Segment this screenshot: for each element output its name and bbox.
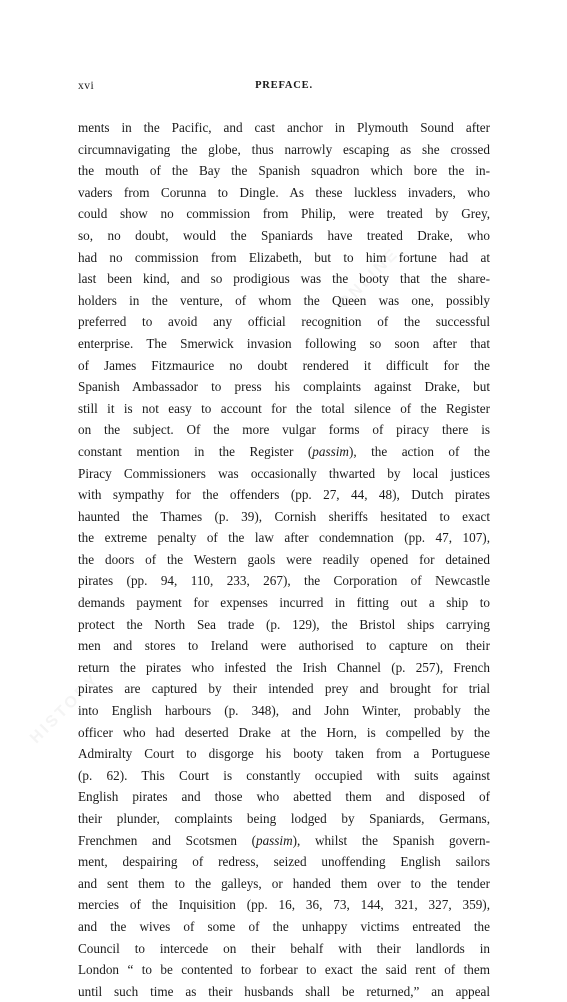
text-line: with sympathy for the offenders (pp. 27, 44, 48), Dutch pirates: [78, 487, 490, 503]
text-line: demands payment for expenses incurred in fitting out a ship to: [78, 595, 490, 611]
text-line: ment, despairing of redress, seized unoffending English sailors: [78, 854, 490, 870]
text-line: holders in the venture, of whom the Queen was one, possibly: [78, 292, 490, 308]
text-line: until such time as their husbands shall be returned,” an appeal: [78, 983, 490, 999]
text-line: return the pirates who infested the Irish Channel (p. 257), French: [78, 659, 490, 675]
body-paragraph: [78, 117, 490, 1002]
running-head: PREFACE.: [255, 80, 313, 91]
text-line: circumnavigating the globe, thus narrowly escaping as she crossed: [78, 141, 490, 157]
watermark-text: ONLINE: [335, 244, 403, 313]
watermark-text: HISTORY: [26, 670, 104, 747]
text-line: the extreme penalty of the law after condemnation (pp. 47, 107),: [78, 530, 490, 546]
text-line: protect the North Sea trade (p. 129), the Bristol ships carrying: [78, 616, 490, 632]
text-line: into English harbours (p. 348), and John Winter, probably the: [78, 703, 490, 719]
text-line: English pirates and those who abetted them and disposed of: [78, 789, 490, 805]
text-line: their plunder, complaints being lodged by Spaniards, Germans,: [78, 811, 490, 826]
text-line: pirates are captured by their intended prey and brought for trial: [78, 681, 490, 697]
text-line: last been kind, and so prodigious was the booty that the share-: [78, 271, 490, 287]
text-line: pirates (pp. 94, 110, 233, 267), the Corporation of Newcastle: [78, 573, 490, 589]
text-line: officer who had deserted Drake at the Horn, is compelled by the: [78, 724, 490, 740]
text-line: had no commission from Elizabeth, but to him fortune had at: [78, 249, 490, 265]
text-line: ments in the Pacific, and cast anchor in Plymouth Sound after: [78, 120, 490, 135]
text-line: Admiralty Court to disgorge his booty taken from a Portuguese: [78, 746, 490, 762]
text-line: haunted the Thames (p. 39), Cornish sheriffs hesitated to exact: [78, 508, 490, 524]
text-line: and sent them to the galleys, or handed them over to the tender: [78, 875, 490, 891]
text-line: men and stores to Ireland were authorised to capture on their: [78, 638, 490, 654]
text-line: could show no commission from Philip, were treated by Grey,: [78, 206, 490, 222]
text-line: preferred to avoid any official recognition of the successful: [78, 314, 490, 330]
text-line: still it is not easy to account for the total silence of the Register: [78, 400, 490, 416]
page-header: [78, 80, 490, 98]
text-line: so, no doubt, would the Spaniards have treated Drake, who: [78, 227, 490, 243]
text-line: London “ to be contented to forbear to exact the said rent of them: [78, 962, 490, 978]
text-line: the mouth of the Bay the Spanish squadron which bore the in-: [78, 163, 490, 179]
text-line: constant mention in the Register (passim), the action of the: [78, 443, 490, 459]
text-line: Piracy Commissioners was occasionally thwarted by local justices: [78, 465, 490, 481]
text-line: the doors of the Western gaols were readily opened for detained: [78, 551, 490, 567]
text-line: of James Fitzmaurice no doubt rendered it difficult for the: [78, 357, 490, 373]
text-line: Spanish Ambassador to press his complaints against Drake, but: [78, 379, 490, 395]
text-line: (p. 62). This Court is constantly occupied with suits against: [78, 767, 490, 783]
text-line: Frenchmen and Scotsmen (passim), whilst the Spanish govern-: [78, 832, 490, 848]
text-line: Council to intercede on their behalf with their landlords in: [78, 940, 490, 956]
text-line: vaders from Corunna to Dingle. As these luckless invaders, who: [78, 184, 490, 200]
page-number: xvi: [78, 80, 95, 92]
text-line: mercies of the Inquisition (pp. 16, 36, 73, 144, 321, 327, 359),: [78, 897, 490, 913]
text-line: on the subject. Of the more vulgar forms of piracy there is: [78, 422, 490, 438]
text-line: enterprise. The Smerwick invasion following so soon after that: [78, 335, 490, 351]
text-line: and the wives of some of the unhappy victims entreated the: [78, 918, 490, 934]
